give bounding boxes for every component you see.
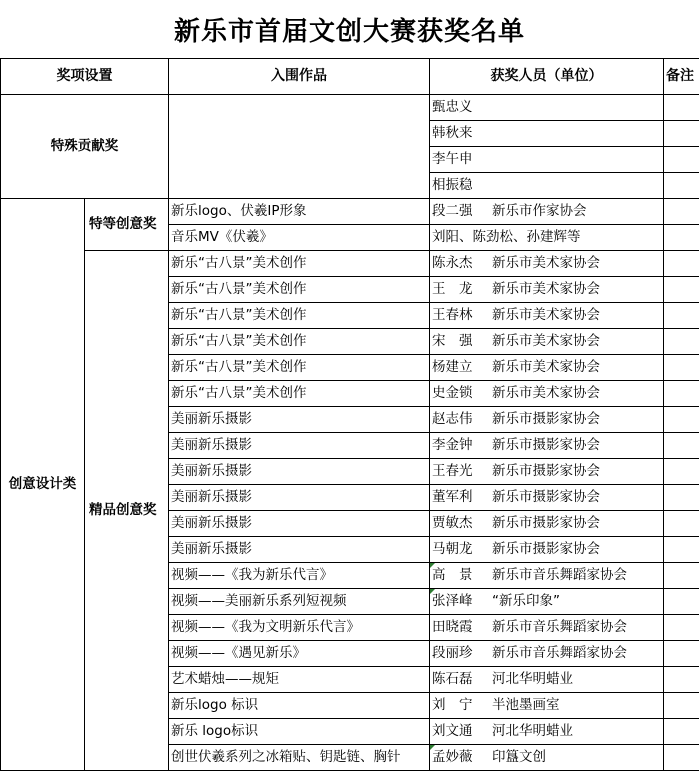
winner-unit: 新乐市音乐舞蹈家协会 [492,619,627,635]
winner-cell [430,719,664,745]
winner-unit: 新乐市摄影家协会 [492,541,600,557]
note-cell [664,381,699,407]
winner-cell: 相振稳 [430,173,664,199]
note-cell [664,173,699,199]
note-cell [664,693,699,719]
work-cell: 新乐logo、伏羲IP形象 [169,199,430,225]
table-row [1,95,699,121]
header-note: 备注 [664,59,699,95]
jingpin-award-label: 精品创意奖 [85,251,169,771]
work-cell: 美丽新乐摄影 [169,485,430,511]
note-cell [664,95,699,121]
work-cell: 视频——《我为文明新乐代言》 [169,615,430,641]
note-cell [664,147,699,173]
table-row [1,199,699,225]
work-cell: 艺术蜡烛——规矩 [169,667,430,693]
winner-unit: 新乐市音乐舞蹈家协会 [492,567,627,583]
winner-cell [430,537,664,563]
note-cell [664,329,699,355]
winner-name: 田晓霞 [432,615,492,640]
winner-unit: 新乐市作家协会 [492,203,587,219]
work-cell: 创世伏羲系列之冰箱贴、钥匙链、胸针 [169,745,430,771]
winner-unit: 新乐市美术家协会 [492,359,600,375]
note-cell [664,615,699,641]
work-cell: 新乐“古八景”美术创作 [169,381,430,407]
winner-cell [430,745,664,771]
winner-unit: 新乐市摄影家协会 [492,489,600,505]
winner-name: 赵志伟 [432,407,492,432]
winner-cell [430,693,664,719]
header-row [1,59,699,95]
winner-cell [430,381,664,407]
note-cell [664,485,699,511]
work-cell: 美丽新乐摄影 [169,537,430,563]
tedeng-award-label: 特等创意奖 [85,199,169,251]
note-cell [664,251,699,277]
note-cell [664,563,699,589]
winner-name: 宋 强 [432,329,492,354]
winner-name: 王春光 [432,459,492,484]
special-award-work [169,95,430,199]
work-cell: 视频——《我为新乐代言》 [169,563,430,589]
page-title: 新乐市首届文创大赛获奖名单 [0,0,699,58]
work-cell: 新乐“古八景”美术创作 [169,277,430,303]
table-row [1,251,699,277]
winner-cell [430,459,664,485]
note-cell [664,459,699,485]
work-cell: 新乐“古八景”美术创作 [169,303,430,329]
note-cell [664,199,699,225]
winner-cell [430,303,664,329]
note-cell [664,589,699,615]
creative-category-label: 创意设计类 [1,199,85,771]
winner-name: 刘 宁 [432,693,492,718]
winner-cell: 韩秋来 [430,121,664,147]
winner-name: 李金钟 [432,433,492,458]
winner-cell: 李午申 [430,147,664,173]
winner-cell [430,667,664,693]
work-cell: 美丽新乐摄影 [169,511,430,537]
note-cell [664,745,699,771]
winner-cell [430,329,664,355]
winner-unit: 新乐市美术家协会 [492,281,600,297]
work-cell: 新乐“古八景”美术创作 [169,329,430,355]
winner-name: 孟妙薇 [432,745,492,770]
winner-name: 董军利 [432,485,492,510]
note-cell [664,121,699,147]
note-cell [664,433,699,459]
work-cell: 新乐“古八景”美术创作 [169,251,430,277]
winner-cell [430,563,664,589]
note-cell [664,355,699,381]
work-cell: 视频——美丽新乐系列短视频 [169,589,430,615]
winner-cell [430,641,664,667]
winner-cell [430,485,664,511]
work-cell: 新乐 logo标识 [169,719,430,745]
winner-unit: 新乐市摄影家协会 [492,515,600,531]
winner-cell [430,225,664,251]
winner-name: 张泽峰 [432,589,492,614]
winner-name: 段二强 [432,199,492,224]
winner-unit: 新乐市美术家协会 [492,255,600,271]
winner-name: 史金锁 [432,381,492,406]
winner-cell [430,511,664,537]
work-cell: 视频——《遇见新乐》 [169,641,430,667]
winner-unit: 新乐市摄影家协会 [492,463,600,479]
winner-cell [430,251,664,277]
winner-name: 陈石磊 [432,667,492,692]
winner-cell [430,407,664,433]
work-cell: 新乐“古八景”美术创作 [169,355,430,381]
note-cell [664,641,699,667]
header-work: 入围作品 [169,59,430,95]
winner-name: 高 景 [432,563,492,588]
work-cell: 美丽新乐摄影 [169,407,430,433]
note-cell [664,537,699,563]
winner-cell: 甄忠义 [430,95,664,121]
note-cell [664,719,699,745]
header-award: 奖项设置 [1,59,169,95]
winner-unit: 新乐市美术家协会 [492,333,600,349]
work-cell: 美丽新乐摄影 [169,433,430,459]
work-cell: 新乐logo 标识 [169,693,430,719]
winner-name: 贾敏杰 [432,511,492,536]
note-cell [664,303,699,329]
header-winner: 获奖人员（单位） [430,59,664,95]
award-table [0,58,699,771]
winner-unit: 新乐市摄影家协会 [492,437,600,453]
winner-unit: 新乐市美术家协会 [492,307,600,323]
winner-name: 马朝龙 [432,537,492,562]
winner-cell [430,199,664,225]
winner-name: 王春林 [432,303,492,328]
winner-unit: 新乐市音乐舞蹈家协会 [492,645,627,661]
winner-name: 王 龙 [432,277,492,302]
winner-unit: “新乐印象” [492,593,560,609]
winner-unit: 印簋文创 [492,749,546,765]
special-award-label: 特殊贡献奖 [1,95,169,199]
winner-unit: 新乐市摄影家协会 [492,411,600,427]
winner-unit: 河北华明蜡业 [492,671,573,687]
note-cell [664,407,699,433]
winner-name: 刘阳、陈劲松、孙建辉等 [432,225,581,250]
winner-cell [430,433,664,459]
winner-unit: 半池墨画室 [492,697,560,713]
note-cell [664,225,699,251]
winner-unit: 河北华明蜡业 [492,723,573,739]
winner-cell [430,355,664,381]
work-cell: 美丽新乐摄影 [169,459,430,485]
winner-cell [430,589,664,615]
winner-cell [430,277,664,303]
winner-name: 刘文通 [432,719,492,744]
work-cell: 音乐MV《伏羲》 [169,225,430,251]
winner-unit: 新乐市美术家协会 [492,385,600,401]
winner-name: 陈永杰 [432,251,492,276]
note-cell [664,511,699,537]
note-cell [664,667,699,693]
note-cell [664,277,699,303]
winner-cell [430,615,664,641]
winner-name: 段丽珍 [432,641,492,666]
winner-name: 杨建立 [432,355,492,380]
